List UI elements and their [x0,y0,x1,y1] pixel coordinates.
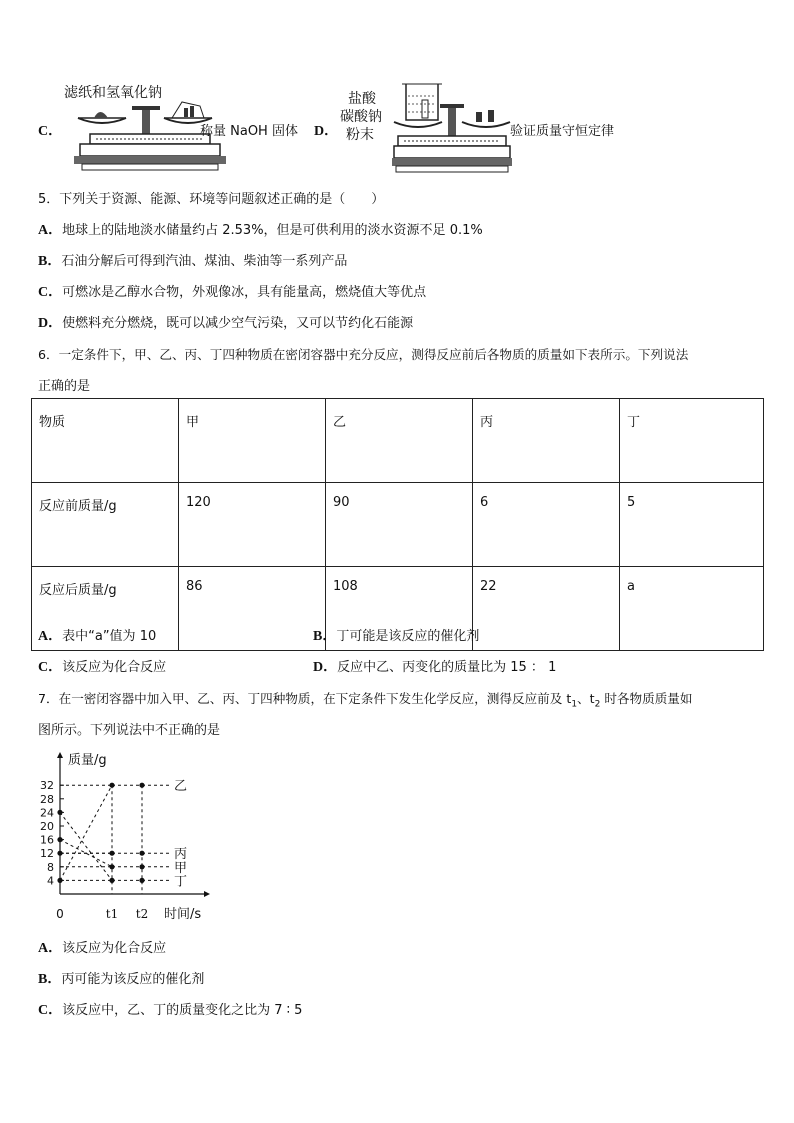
q5-option-b [38,250,347,270]
figure-c-letter: C． [38,124,63,139]
option-text: 丁可能是该反应的催化剂 [336,629,480,644]
figure-d-label-acid: 盐酸 [348,91,376,107]
data-point-丙 [109,851,114,856]
data-point-丁 [139,878,144,883]
q6-option-d [313,656,556,676]
table-cell: 90 [326,483,473,567]
y-tick-label: 20 [40,820,54,833]
y-tick-label: 16 [40,833,54,847]
table-cell: 108 [326,567,473,651]
option-text: 该反应中，乙、丁的质量变化之比为 7 ∶ 5 [62,1003,303,1018]
data-point-甲 [109,864,114,869]
figure-d-caption: 验证质量守恒定律 [510,124,615,139]
q7-stem-sub2: 2 [594,699,601,710]
figure-c-label-top: 滤纸和氢氧化钠 [64,85,162,101]
option-text: 可燃冰是乙醇水合物，外观像冰，具有能量高，燃烧值大等优点 [62,285,427,300]
option-text: 石油分解后可得到汽油、煤油、柴油等一系列产品 [61,254,348,269]
option-text: 使燃料充分燃烧，既可以减少空气污染，又可以节约化石能源 [62,316,414,331]
q6-option-a [38,625,156,645]
mass-table [31,398,764,651]
option-letter: B． [313,629,337,644]
q7-stem-part-b: 、t [577,691,595,706]
q5-option-a [38,219,483,239]
series-label-丁: 丁 [174,874,188,890]
q5-option-d [38,312,413,332]
q7-stem-sub1: 1 [571,699,578,710]
table-cell: 6 [473,483,620,567]
y-axis-arrow [57,752,63,758]
y-tick-label: 4 [47,874,54,888]
q7-option-b [38,968,204,988]
data-point-乙 [139,783,144,788]
y-tick-label: 8 [47,860,54,874]
table-cell: 86 [179,567,326,651]
table-cell: 物质 [32,399,179,483]
figure-c-caption: 称量 NaOH 固体 [200,124,298,139]
x-axis-arrow [204,891,210,897]
q6-option-b [313,625,479,645]
data-point-甲 [57,837,62,842]
balance-c-icon [72,100,228,180]
series-line-丁 [60,812,112,880]
q6-stem-line2: 正确的是 [38,379,91,394]
data-point-丁 [57,810,62,815]
option-letter: D． [38,316,63,331]
option-text: 丙可能为该反应的催化剂 [61,972,205,987]
balance-d-icon [392,82,512,180]
table-cell: 反应前质量/g [32,483,179,567]
q7-option-c [38,999,302,1019]
data-point-甲 [139,864,144,869]
q6-option-c [38,656,166,676]
y-tick-label: 24 [40,806,54,820]
option-letter: B． [38,972,62,987]
table-cell: 5 [620,483,764,567]
option-text: 该反应为化合反应 [62,941,167,956]
option-letter: A． [38,223,63,238]
option-letter: C． [38,285,63,300]
figure-d-letter: D． [314,124,339,139]
option-text: 该反应为化合反应 [62,660,167,675]
x-tick-label: t1 [105,907,119,921]
q5-option-c [38,281,426,301]
option-text: 表中“a”值为 10 [62,629,157,644]
series-line-乙 [60,785,112,880]
x-tick-label: t2 [135,907,149,921]
q7-option-a [38,937,166,957]
series-label-甲: 甲 [174,860,188,876]
q6-stem-line1: 6．一定条件下，甲、乙、丙、丁四种物质在密闭容器中充分反应，测得反应前后各物质的质量如下表所示。下列说法 [38,347,689,362]
table-cell: a [620,567,764,651]
table-cell: 乙 [326,399,473,483]
table-cell: 120 [179,483,326,567]
option-letter: B． [38,254,62,269]
x-tick-label: 0 [56,907,64,921]
series-label-丙: 丙 [174,847,188,863]
figure-d-label-salt-1: 碳酸钠 [340,109,382,125]
option-text: 地球上的陆地淡水储量约占 2.53%，但是可供利用的淡水资源不足 0.1% [62,223,483,238]
figure-c [38,80,328,180]
data-point-乙 [109,783,114,788]
table-cell: 22 [473,567,620,651]
q7-stem-line2: 图所示。下列说法中不正确的是 [38,723,221,738]
table-row [32,399,764,483]
y-tick-label: 12 [40,847,54,861]
data-point-丙 [139,851,144,856]
option-letter: A． [38,629,63,644]
mass-time-chart [32,746,232,926]
option-text: 反应中乙、丙变化的质量比为 15 ： 1 [337,660,557,675]
data-point-丙 [57,851,62,856]
data-point-丁 [109,878,114,883]
q7-stem-part-a: 7．在一密闭容器中加入甲、乙、丙、丁四种物质，在下定条件下发生化学反应，测得反应前及 t [38,691,572,706]
x-axis-label: 时间/s [164,907,202,922]
figure-d-label-salt-2: 粉末 [346,127,374,143]
q7-stem-part-c: 时各物质质量如 [600,691,693,706]
figure-d [314,80,664,180]
y-tick-label: 32 [40,779,54,793]
table-cell: 甲 [179,399,326,483]
table-cell: 丁 [620,399,764,483]
table-row [32,483,764,567]
option-letter: A． [38,941,63,956]
table-cell: 反应后质量/g [32,567,179,651]
q7-stem-line1 [38,688,693,710]
table-cell: 丙 [473,399,620,483]
y-tick-label: 28 [40,792,54,806]
series-label-乙: 乙 [174,779,188,795]
option-letter: C． [38,660,63,675]
y-axis-label: 质量/g [68,753,107,768]
option-letter: D． [313,660,338,675]
q5-stem: 5．下列关于资源、能源、环境等问题叙述正确的是（ ） [38,192,385,207]
option-letter: C． [38,1003,63,1018]
